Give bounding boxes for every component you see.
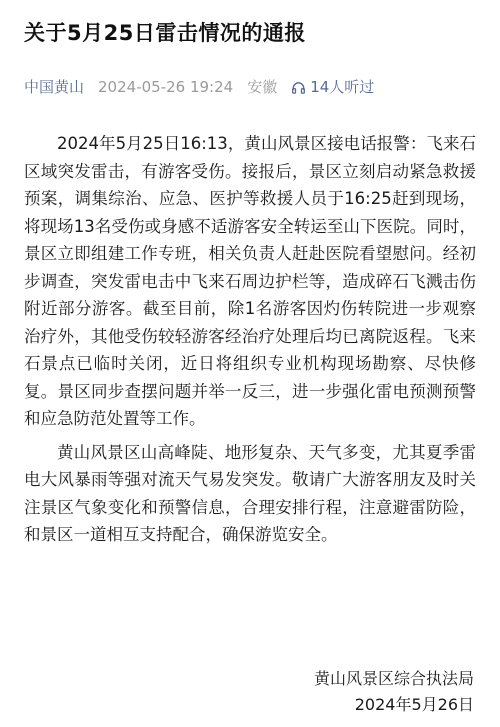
- account-name-link[interactable]: 中国黄山: [24, 78, 85, 96]
- signature-org: 黄山风景区综合执法局: [313, 669, 474, 688]
- article-body: [24, 130, 476, 549]
- article-title: 关于5月25日雷击情况的通报: [24, 21, 306, 45]
- article-meta: [24, 76, 476, 98]
- signature-date: 2024年5月26日: [354, 695, 474, 714]
- publish-region: 安徽: [247, 78, 278, 96]
- signature: [314, 666, 474, 718]
- listen-button[interactable]: [291, 76, 374, 98]
- publish-time: 2024-05-26 19:24: [98, 78, 234, 96]
- paragraph-1: 2024年5月25日16:13，黄山风景区接电话报警：飞来石区域突发雷击，有游客受伤。接报后，景区立刻启动紧急救援预案，调集综治、应急、医护等救援人员于16:25赶到现场，将现场13名受伤或身感不适游客安全转运至山下医院。同时，景区立即组建工作专班，相关负责人赶赴医院看望慰问。经初步调查，突发雷电击中飞来石周边护栏等，造成碎石飞溅击伤附近部分游客。截至目前，除1名游客因灼伤转院进一步观察治疗外，其他受伤较轻游客经治疗处理后均已离院返程。飞来石景点已临时关闭，近日将组织专业机构现场勘察、尽快修复。景区同步查摆问题并举一反三，进一步强化雷电预测预警和应急防范处置等工作。: [24, 134, 476, 428]
- paragraph-2: 黄山风景区山高峰陡、地形复杂、天气多变，尤其夏季雷电大风暴雨等强对流天气易发突发。敬请广大游客朋友及时关注景区气象变化和预警信息，合理安排行程，注意避雷防险，和景区一道相互支持配合，确保游览安全。: [24, 442, 476, 544]
- listen-count: 14人听过: [310, 78, 375, 96]
- headphones-icon: [291, 80, 306, 95]
